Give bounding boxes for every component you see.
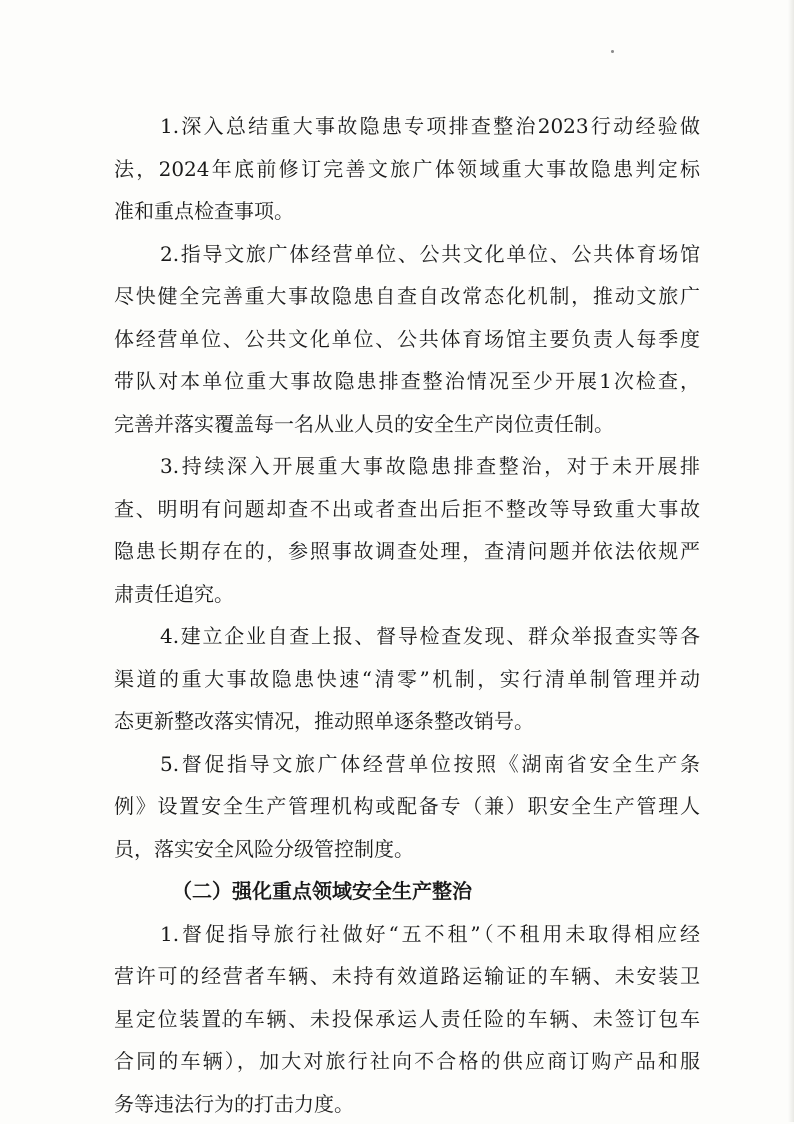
text-line: 例》设置安全生产管理机构或配备专（兼）职安全生产管理人 [114, 794, 700, 818]
text-line: 合同的车辆），加大对旅行社向不合格的供应商订购产品和服 [114, 1049, 700, 1073]
text-line: 法，2024年底前修订完善文旅广体领域重大事故隐患判定标 [114, 156, 700, 181]
text-line: 1.督促指导旅行社做好“五不租”（不租用未取得相应经 [160, 921, 700, 946]
text-line: 5.督促指导文旅广体经营单位按照《湖南省安全生产条 [160, 751, 700, 776]
text-line: 尽快健全完善重大事故隐患自查自改常态化机制，推动文旅广 [114, 284, 700, 308]
section-heading: （二）强化重点领域安全生产整治 [172, 879, 472, 903]
text-line: 2.指导文旅广体经营单位、公共文化单位、公共体育场馆 [160, 241, 700, 266]
text-line: 营许可的经营者车辆、未持有效道路运输证的车辆、未安装卫 [114, 964, 700, 988]
text-line: 肃责任追究。 [114, 581, 234, 606]
text-line: 4.建立企业自查上报、督导检查发现、群众举报查实等各 [160, 624, 700, 648]
text-line: 隐患长期存在的，参照事故调查处理，查清问题并依法依规严 [114, 539, 700, 563]
text-line: 查、明明有问题却查不出或者查出后拒不整改等导致重大事故 [114, 496, 700, 521]
text-line: 3.持续深入开展重大事故隐患排查整治，对于未开展排 [160, 454, 700, 478]
text-line: 星定位装置的车辆、未投保承运人责任险的车辆、未签订包车 [114, 1006, 700, 1031]
text-line: 带队对本单位重大事故隐患排查整治情况至少开展1次检查， [114, 369, 700, 393]
text-line: 态更新整改落实情况，推动照单逐条整改销号。 [114, 709, 534, 733]
text-line: 准和重点检查事项。 [114, 199, 294, 223]
text-line: 渠道的重大事故隐患快速“清零”机制，实行清单制管理并动 [114, 666, 700, 691]
page-edge-shadow [788, 0, 794, 1122]
text-line: 体经营单位、公共文化单位、公共体育场馆主要负责人每季度 [114, 326, 700, 351]
text-line: 务等违法行为的打击力度。 [114, 1091, 354, 1116]
scan-speck [611, 50, 614, 53]
text-line: 1.深入总结重大事故隐患专项排查整治2023行动经验做 [160, 114, 700, 138]
text-line: 完善并落实覆盖每一名从业人员的安全生产岗位责任制。 [114, 411, 614, 436]
text-line: 员，落实安全风险分级管控制度。 [114, 836, 414, 861]
